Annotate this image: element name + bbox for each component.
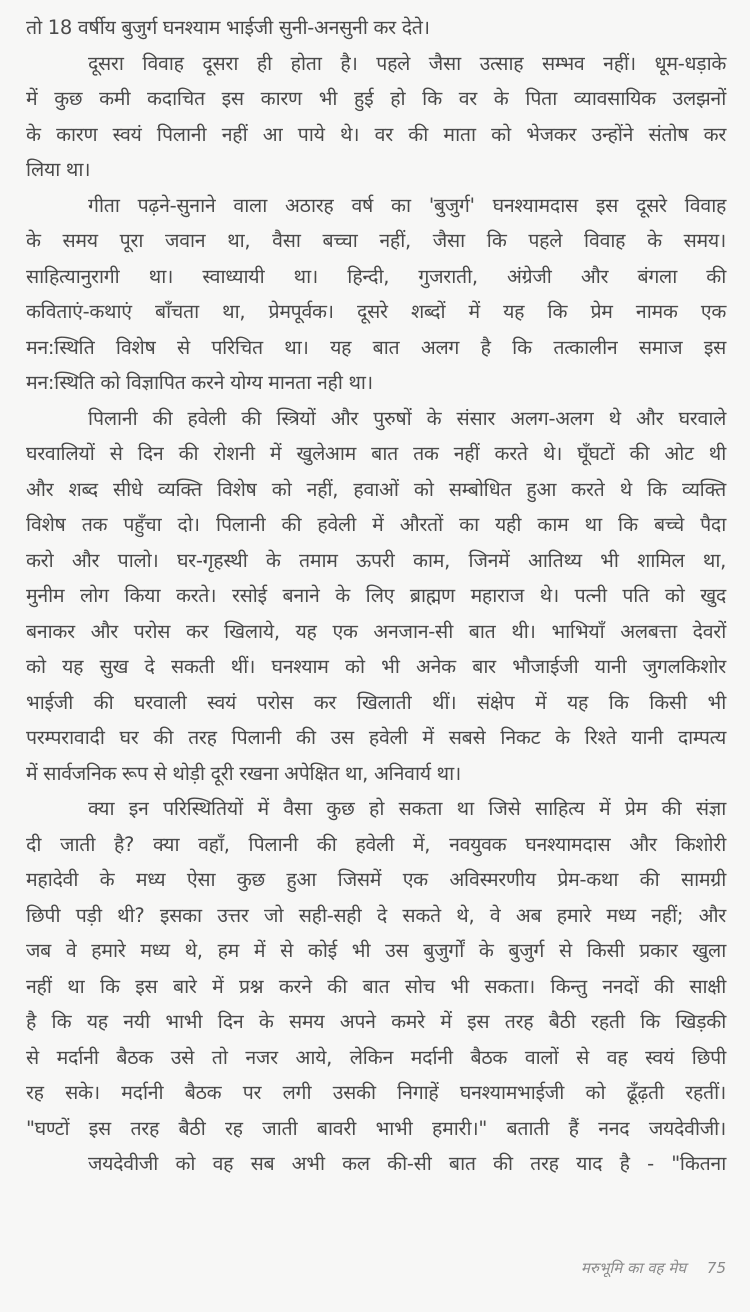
text-line: महादेवी के मध्य ऐसा कुछ हुआ जिसमें एक अविस्मरणीय प्रेम-कथा की सामग्री — [26, 868, 726, 891]
text-line: में कुछ कमी कदाचित इस कारण भी हुई हो कि वर के पिता व्यावसायिक उलझनों — [26, 87, 726, 110]
text-line: "घण्टों इस तरह बैठी रह जाती बावरी भाभी हमारी।" बताती हैं ननद जयदेवीजी। — [26, 1116, 726, 1140]
text-line: रह सके। मर्दानी बैठक पर लगी उसकी निगाहें घनश्यामभाईजी को ढूँढ़ती रहतीं। — [26, 1081, 726, 1104]
text-line: को यह सुख दे सकती थीं। घनश्याम को भी अनेक बार भौजाईजी यानी जुगलकिशोर — [26, 655, 726, 678]
text-line: कविताएं-कथाएं बाँचता था, प्रेमपूर्वक। दूसरे शब्दों में यह कि प्रेम नामक एक — [26, 300, 726, 323]
text-line: मन:स्थिति विशेष से परिचित था। यह बात अलग है कि तत्कालीन समाज इस — [26, 335, 726, 359]
text-line: लिया था। — [26, 158, 91, 181]
text-line: बनाकर और परोस कर खिलाये, यह एक अनजान-सी बात थी। भाभियाँ अलबत्ता देवरों — [26, 619, 726, 643]
text-line: और शब्द सीधे व्यक्ति विशेष को नहीं, हवाओं को सम्बोधित हुआ करते थे कि व्यक्ति — [26, 477, 726, 501]
text-line: परम्परावादी घर की तरह पिलानी की उस हवेली में सबसे निकट के रिश्ते यानी दाम्पत्य — [26, 726, 726, 749]
text-line: पिलानी की हवेली की स्त्रियों और पुरुषों के संसार अलग-अलग थे और घरवाले — [88, 406, 726, 430]
text-line: घरवालियों से दिन की रोशनी में खुलेआम बात तक नहीं करते थे। घूँघटों की ओट थी — [26, 442, 726, 465]
running-title: मरुभूमि का वह मेघ — [580, 1259, 687, 1277]
text-line: गीता पढ़ने-सुनाने वाला अठारह वर्ष का 'बुजुर्ग' घनश्यामदास इस दूसरे विवाह — [88, 193, 726, 217]
text-line: जयदेवीजी को वह सब अभी कल की-सी बात की तरह याद है - "कितना — [88, 1152, 726, 1175]
page-footer — [581, 1258, 726, 1278]
text-line: विशेष तक पहुँचा दो। पिलानी की हवेली में औरतों का यही काम था कि बच्चे पैदा — [26, 513, 726, 536]
text-line: मन:स्थिति को विज्ञापित करने योग्य मानता नही था। — [26, 371, 373, 394]
text-line: के समय पूरा जवान था, वैसा बच्चा नहीं, जैसा कि पहले विवाह के समय। — [26, 229, 726, 252]
text-line: है कि यह नयी भाभी दिन के समय अपने कमरे में इस तरह बैठी रहती कि खिड़की — [26, 1010, 726, 1033]
text-line: तो 18 वर्षीय बुजुर्ग घनश्याम भाईजी सुनी-अनसुनी कर देते। — [26, 16, 430, 39]
text-line: से मर्दानी बैठक उसे तो नजर आये, लेकिन मर्दानी बैठक वालों से वह स्वयं छिपी — [26, 1045, 726, 1069]
text-line: भाईजी की घरवाली स्वयं परोस कर खिलाती थीं। संक्षेप में यह कि किसी भी — [26, 690, 726, 714]
text-line: छिपी पड़ी थी? इसका उत्तर जो सही-सही दे सकते थे, वे अब हमारे मध्य नहीं; और — [26, 903, 726, 927]
text-line: दूसरा विवाह दूसरा ही होता है। पहले जैसा उत्साह सम्भव नहीं। धूम-धड़ाके — [88, 51, 726, 75]
text-line: नहीं था कि इस बारे में प्रश्न करने की बात सोच भी सकता। किन्तु ननदों की साक्षी — [26, 974, 726, 998]
text-line: में सार्वजनिक रूप से थोड़ी दूरी रखना अपेक्षित था, अनिवार्य था। — [26, 761, 461, 785]
text-line: के कारण स्वयं पिलानी नहीं आ पाये थे। वर की माता को भेजकर उन्होंने संतोष कर — [26, 122, 726, 146]
text-line: दी जाती है? क्या वहाँ, पिलानी की हवेली में, नवयुवक घनश्यामदास और किशोरी — [26, 832, 726, 856]
page-body — [26, 10, 726, 1182]
text-line: करो और पालो। घर-गृहस्थी के तमाम ऊपरी काम, जिनमें आतिथ्य भी शामिल था, — [26, 548, 726, 572]
text-line: साहित्यानुरागी था। स्वाध्यायी था। हिन्दी, गुजराती, अंग्रेजी और बंगला की — [26, 264, 726, 288]
text-line: मुनीम लोग किया करते। रसोई बनाने के लिए ब्राह्मण महाराज थे। पत्नी पति को खुद — [26, 584, 726, 607]
page-number: 75 — [706, 1259, 726, 1277]
text-line: जब वे हमारे मध्य थे, हम में से कोई भी उस बुजुर्गों के बुजुर्ग से किसी प्रकार खुला — [26, 939, 726, 962]
text-line: क्या इन परिस्थितियों में वैसा कुछ हो सकता था जिसे साहित्य में प्रेम की संज्ञा — [88, 797, 726, 820]
